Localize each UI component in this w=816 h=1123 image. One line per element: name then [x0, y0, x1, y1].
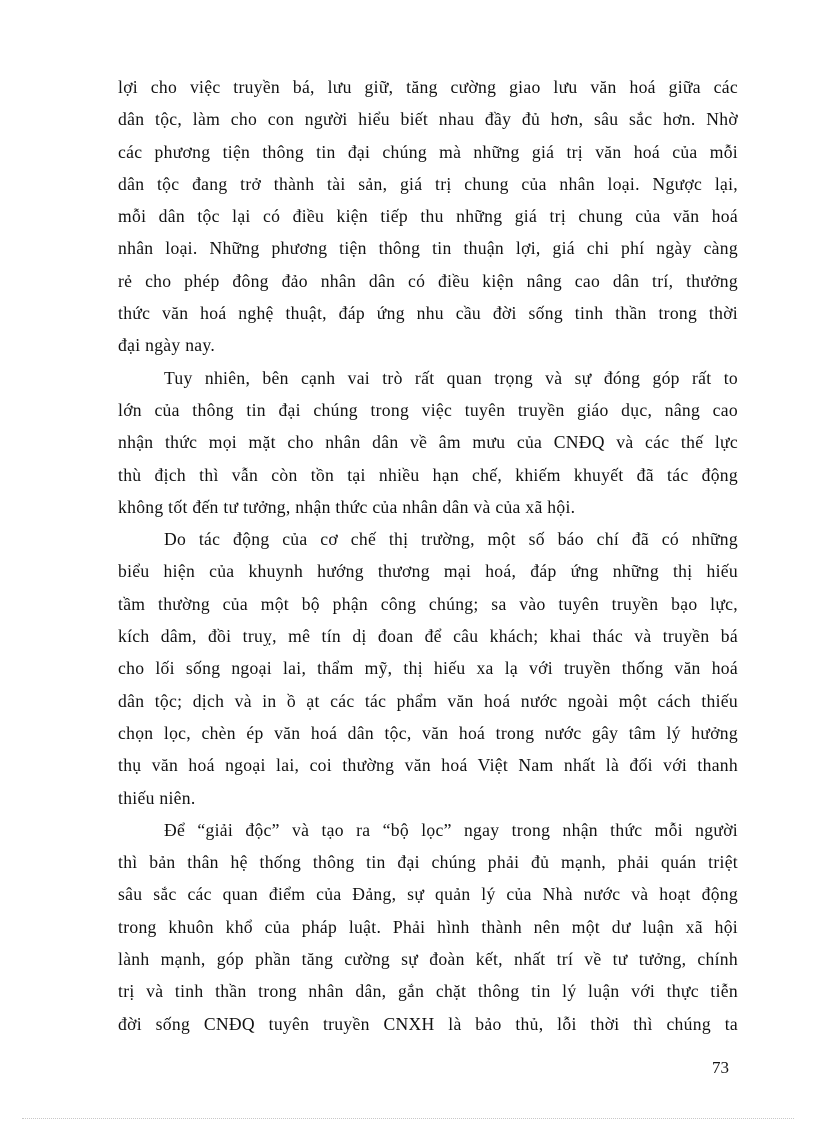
text-line: lớn của thông tin đại chúng trong việc tuyên truyền giáo dục, nâng cao — [118, 399, 738, 420]
text-line: thức văn hoá nghệ thuật, đáp ứng nhu cầu đời sống tinh thần trong thời — [118, 303, 738, 324]
text-line: tầm thường của một bộ phận công chúng; sa vào tuyên truyền bạo lực, — [118, 593, 738, 614]
paragraph-2 — [118, 362, 738, 523]
text-line: mỗi dân tộc lại có điều kiện tiếp thu những giá trị chung của văn hoá — [118, 206, 738, 227]
text-line: nhân loại. Những phương tiện thông tin thuận lợi, giá chi phí ngày càng — [118, 238, 738, 259]
text-line: dân tộc; dịch và in ồ ạt các tác phẩm văn hoá nước ngoài một cách thiếu — [118, 690, 738, 711]
text-line: trong khuôn khổ của pháp luật. Phải hình thành nên một dư luận xã hội — [118, 916, 738, 937]
text-line: đại ngày nay. — [118, 335, 216, 356]
paragraph-1 — [118, 71, 738, 362]
footer-divider — [22, 1118, 794, 1119]
paragraph-4 — [118, 814, 738, 1040]
text-line: sâu sắc các quan điểm của Đảng, sự quản lý của Nhà nước và hoạt động — [118, 884, 738, 905]
text-line: Do tác động của cơ chế thị trường, một số báo chí đã có những — [164, 529, 738, 550]
text-line: biểu hiện của khuynh hướng thương mại hoá, đáp ứng những thị hiếu — [118, 561, 738, 582]
text-line: kích dâm, đồi truỵ, mê tín dị đoan để câu khách; khai thác và truyền bá — [118, 626, 738, 647]
text-line: không tốt đến tư tưởng, nhận thức của nhân dân và của xã hội. — [118, 496, 576, 517]
text-line: dân tộc đang trở thành tài sản, giá trị chung của nhân loại. Ngược lại, — [118, 173, 738, 194]
text-line: cho lối sống ngoại lai, thẩm mỹ, thị hiếu xa lạ với truyền thống văn hoá — [118, 658, 738, 679]
text-line: trị và tinh thần trong nhân dân, gắn chặt thông tin lý luận với thực tiễn — [118, 981, 738, 1002]
text-line: đời sống CNĐQ tuyên truyền CNXH là bảo thủ, lỗi thời thì chúng ta — [118, 1013, 738, 1034]
text-line: thù địch thì vẫn còn tồn tại nhiều hạn chế, khiếm khuyết đã tác động — [118, 464, 738, 485]
text-line: rẻ cho phép đông đảo nhân dân có điều kiện nâng cao dân trí, thưởng — [118, 270, 738, 291]
text-line: các phương tiện thông tin đại chúng mà những giá trị văn hoá của mỗi — [118, 141, 738, 162]
text-line: nhận thức mọi mặt cho nhân dân về âm mưu của CNĐQ và các thế lực — [118, 432, 738, 453]
text-line: chọn lọc, chèn ép văn hoá dân tộc, văn hoá trong nước gây tâm lý hưởng — [118, 722, 738, 743]
text-line: lợi cho việc truyền bá, lưu giữ, tăng cường giao lưu văn hoá giữa các — [118, 77, 738, 97]
text-line: dân tộc, làm cho con người hiểu biết nhau đầy đủ hơn, sâu sắc hơn. Nhờ — [118, 109, 738, 130]
text-line: Tuy nhiên, bên cạnh vai trò rất quan trọng và sự đóng góp rất to — [164, 367, 738, 388]
text-line: thiếu niên. — [118, 787, 196, 808]
text-line: thụ văn hoá ngoại lai, coi thường văn hoá Việt Nam nhất là đối với thanh — [118, 755, 738, 776]
text-line: lành mạnh, góp phần tăng cường sự đoàn kết, nhất trí về tư tưởng, chính — [118, 949, 738, 970]
text-line: thì bản thân hệ thống thông tin đại chúng phải đủ mạnh, phải quán triệt — [118, 852, 738, 873]
page-number: 73 — [712, 1058, 729, 1077]
paragraph-3 — [118, 523, 738, 814]
text-line: Để “giải độc” và tạo ra “bộ lọc” ngay trong nhận thức mỗi người — [164, 819, 738, 840]
body-text — [118, 71, 738, 1040]
